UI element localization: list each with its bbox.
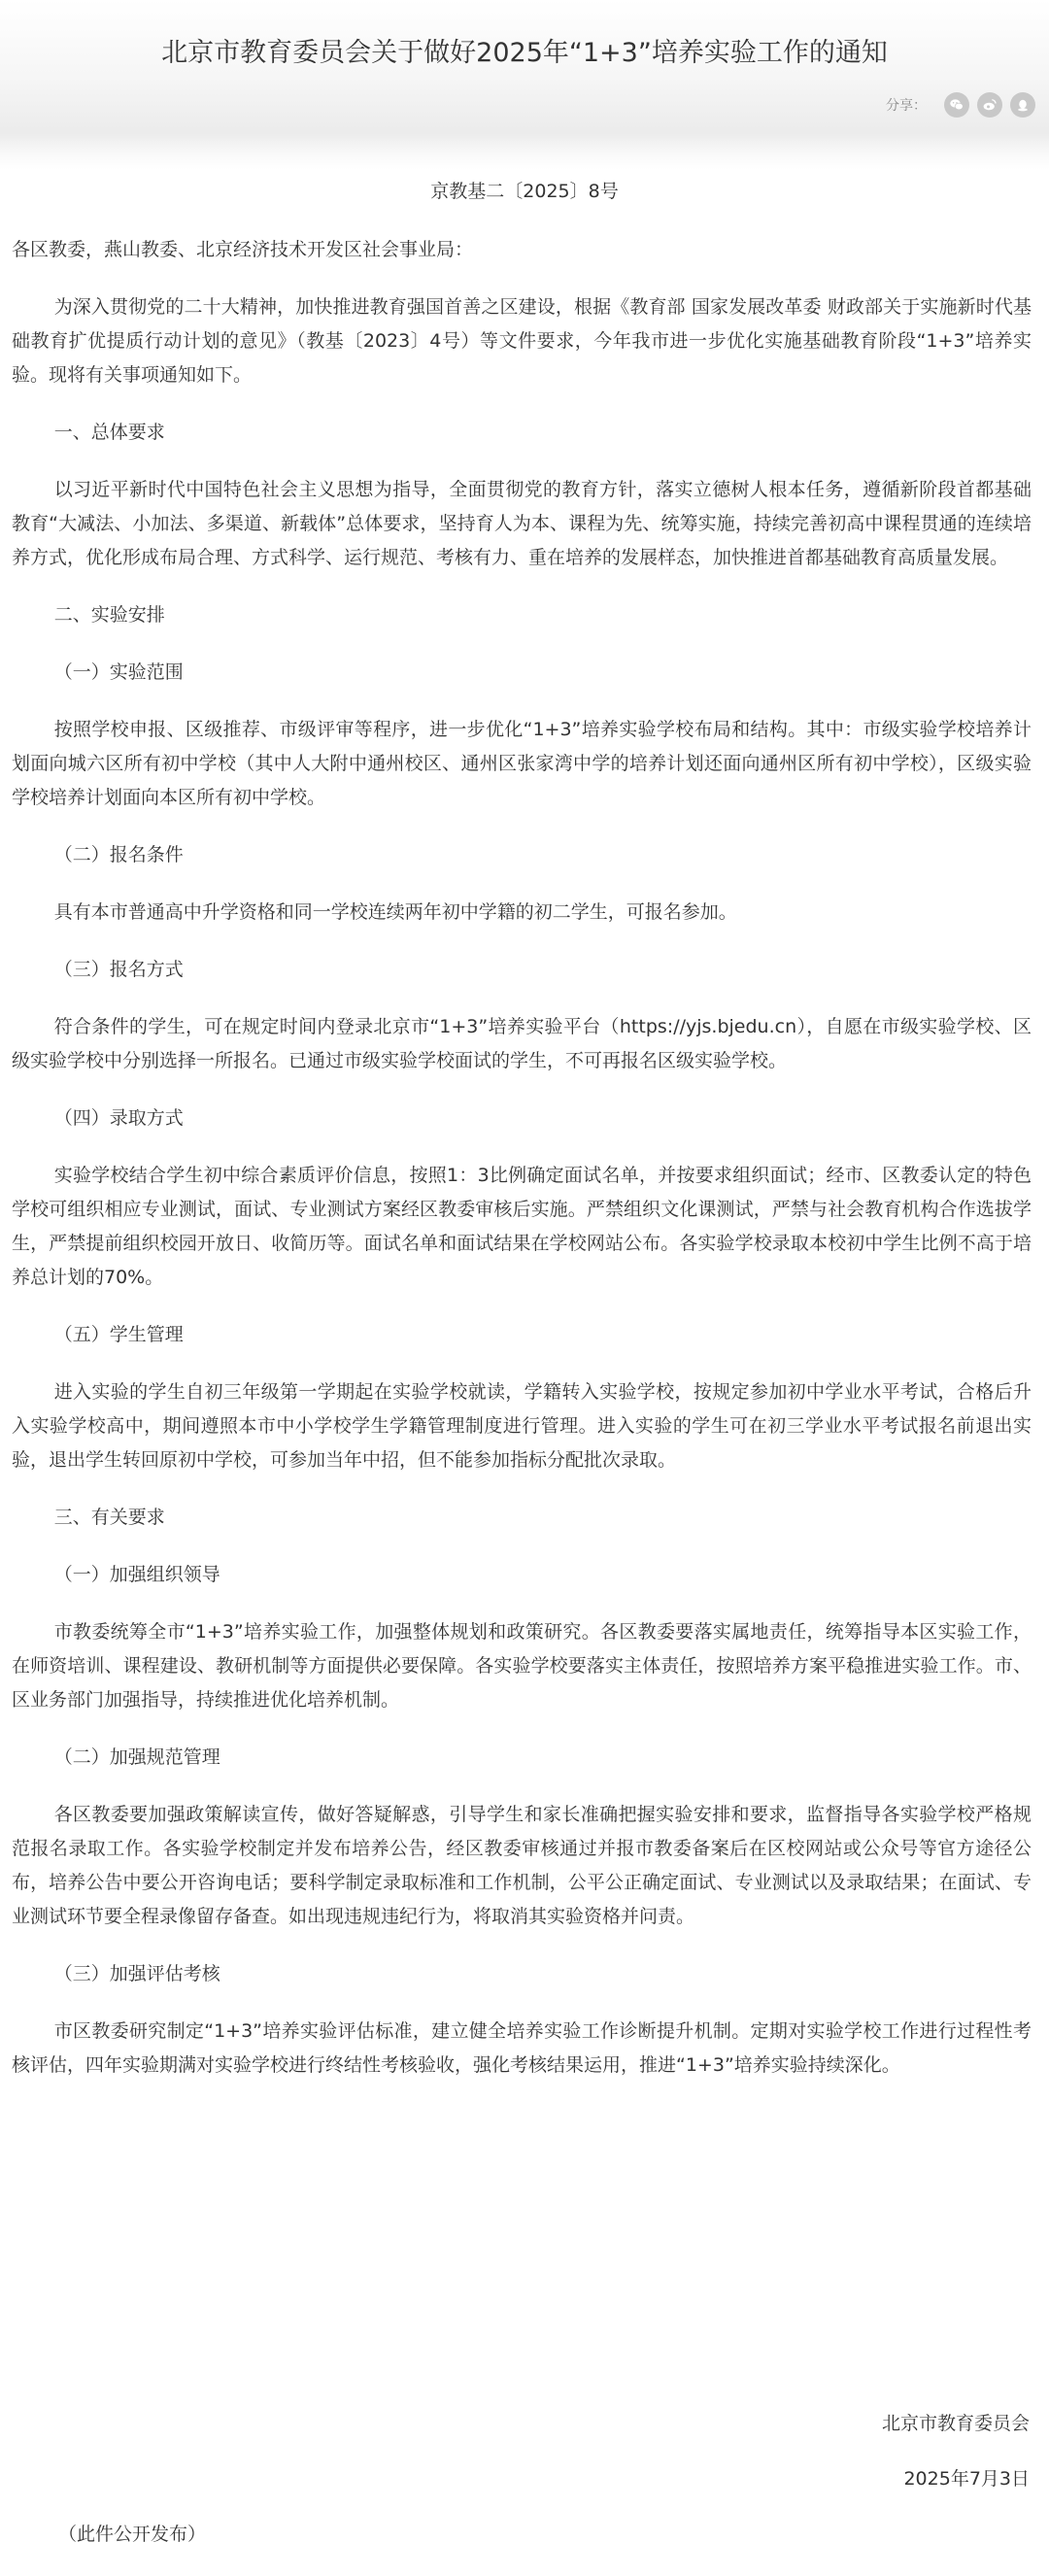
subsection-heading: （一）加强组织领导 [53,1564,220,1585]
body-paragraph: 为深入贯彻党的二十大精神，加快推进教育强国首善之区建设，根据《教育部 国家发展改革委 财政部关于实施新时代基础教育扩优提质行动计划的意见》（教基〔2023〕4号）等文件要求，今年我市进一步优化实施基础教育阶段“1+3”培养实验。现将有关事项通知如下。 [12,296,1032,386]
subsection-heading: （五）学生管理 [53,1324,184,1345]
share-label: 分享： [886,98,927,114]
qq-icon-glyph [1014,96,1032,114]
page-title: 北京市教育委员会关于做好2025年“1+3”培养实验工作的通知 [161,38,888,68]
qq-icon[interactable] [1010,92,1035,118]
subsection-heading: （一）实验范围 [53,661,184,683]
document-body [12,233,1032,2106]
weibo-icon-glyph [981,96,998,114]
section-heading: 二、实验安排 [53,604,165,626]
section-heading: 一、总体要求 [53,422,165,443]
document-number: 京教基二〔2025〕8号 [430,181,619,202]
signature-organization: 北京市教育委员会 [881,2413,1030,2434]
wechat-icon-glyph [948,96,965,114]
subsection-heading: （四）录取方式 [53,1107,184,1129]
body-paragraph: 以习近平新时代中国特色社会主义思想为指导，全面贯彻党的教育方针，落实立德树人根本任务，遵循新阶段首都基础教育“大减法、小加法、多渠道、新载体”总体要求，坚持育人为本、课程为先、统筹实施，持续完善初高中课程贯通的连续培养方式，优化形成布局合理、方式科学、运行规范、考核有力、重在培养的发展样态，加快推进首都基础教育高质量发展。 [12,479,1032,568]
body-paragraph: 实验学校结合学生初中综合素质评价信息，按照1：3比例确定面试名单，并按要求组织面试；经市、区教委认定的特色学校可组织相应专业测试，面试、专业测试方案经区教委审核后实施。严禁组织文化课测试，严禁与社会教育机构合作选拔学生，严禁提前组织校园开放日、收简历等。面试名单和面试结果在学校网站公布。各实验学校录取本校初中学生比例不高于培养总计划的70%。 [12,1165,1032,1288]
section-heading: 三、有关要求 [53,1507,165,1528]
body-paragraph: 具有本市普通高中升学资格和同一学校连续两年初中学籍的初二学生，可报名参加。 [53,901,737,923]
wechat-icon[interactable] [944,92,969,118]
header-background [0,0,1049,170]
signature-date: 2025年7月3日 [903,2468,1030,2490]
public-release-note: （此件公开发布） [58,2524,207,2545]
body-paragraph: 各区教委要加强政策解读宣传，做好答疑解惑，引导学生和家长准确把握实验安排和要求，监督指导各实验学校严格规范报名录取工作。各实验学校制定并发布培养公告，经区教委审核通过并报市教委备案后在区校网站或公众号等官方途径公布，培养公告中要公开咨询电话；要科学制定录取标准和工作机制，公平公正确定面试、专业测试以及录取结果；在面试、专业测试环节要全程录像留存备查。如出现违规违纪行为，将取消其实验资格并问责。 [12,1804,1032,1927]
body-paragraph: 符合条件的学生，可在规定时间内登录北京市“1+3”培养实验平台（https://yjs.bjedu.cn），自愿在市级实验学校、区级实验学校中分别选择一所报名。已通过市级实验学校面试的学生，不可再报名区级实验学校。 [12,1016,1032,1071]
weibo-icon[interactable] [977,92,1002,118]
subsection-heading: （三）报名方式 [53,959,184,980]
subsection-heading: （二）报名条件 [53,844,184,865]
share-bar [886,87,1035,122]
subsection-heading: （二）加强规范管理 [53,1746,220,1768]
body-paragraph: 按照学校申报、区级推荐、市级评审等程序，进一步优化“1+3”培养实验学校布局和结构。其中：市级实验学校培养计划面向城六区所有初中学校（其中人大附中通州校区、通州区张家湾中学的培养计划还面向通州区所有初中学校），区级实验学校培养计划面向本区所有初中学校。 [12,719,1032,808]
body-paragraph: 进入实验的学生自初三年级第一学期起在实验学校就读，学籍转入实验学校，按规定参加初中学业水平考试，合格后升入实验学校高中，期间遵照本市中小学校学生学籍管理制度进行管理。进入实验的学生可在初三学业水平考试报名前退出实验，退出学生转回原初中学校，可参加当年中招，但不能参加指标分配批次录取。 [12,1381,1032,1471]
body-paragraph: 市区教委研究制定“1+3”培养实验评估标准，建立健全培养实验工作诊断提升机制。定期对实验学校工作进行过程性考核评估，四年实验期满对实验学校进行终结性考核验收，强化考核结果运用，推进“1+3”培养实验持续深化。 [12,2020,1032,2076]
subsection-heading: （三）加强评估考核 [53,1963,220,1984]
salutation: 各区教委，燕山教委、北京经济技术开发区社会事业局： [12,239,474,260]
body-paragraph: 市教委统筹全市“1+3”培养实验工作，加强整体规划和政策研究。各区教委要落实属地责任，统筹指导本区实验工作，在师资培训、课程建设、教研机制等方面提供必要保障。各实验学校要落实主体责任，按照培养方案平稳推进实验工作。市、区业务部门加强指导，持续推进优化培养机制。 [12,1621,1032,1711]
